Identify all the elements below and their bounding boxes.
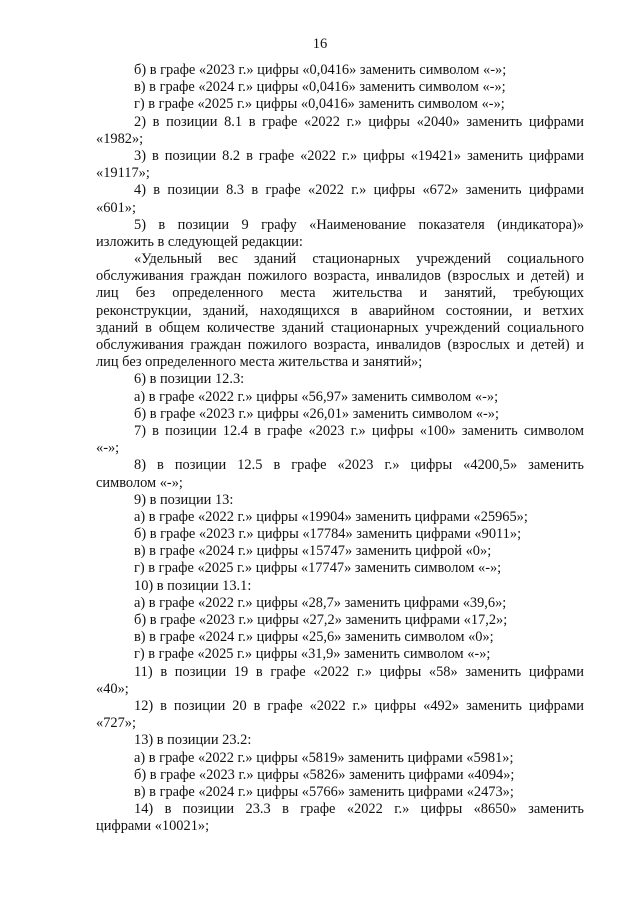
text-line: б) в графе «2023 г.» цифры «27,2» заменить цифрами «17,2»;	[134, 612, 508, 628]
text-line: 8) в позиции 12.5 в графе «2023 г.» цифры «4200,5» заменить	[134, 457, 584, 474]
text-line: в) в графе «2024 г.» цифры «25,6» заменить символом «0»;	[134, 629, 494, 646]
text-line: лиц без определенного места жительства и занятий»;	[96, 354, 423, 371]
text-line: 12) в позиции 20 в графе «2022 г.» цифры «492» заменить цифрами	[134, 697, 584, 714]
text-line: «-»;	[96, 440, 120, 457]
document-body	[96, 62, 584, 835]
text-line: г) в графе «2025 г.» цифры «31,9» заменить символом «-»;	[134, 646, 491, 663]
text-line: «1982»;	[96, 130, 144, 147]
text-line: а) в графе «2022 г.» цифры «56,97» заменить символом «-»;	[134, 388, 499, 405]
text-line: 14) в позиции 23.3 в графе «2022 г.» цифры «8650» заменить	[134, 801, 584, 818]
text-line: обслуживания граждан пожилого возраста, инвалидов (взрослых и детей) и	[96, 268, 584, 285]
text-line: зданий в общем количестве зданий стационарных учреждений социального	[96, 319, 584, 336]
text-line: 11) в позиции 19 в графе «2022 г.» цифры «58» заменить цифрами	[134, 663, 584, 680]
text-line: «40»;	[96, 680, 129, 697]
text-line: а) в графе «2022 г.» цифры «28,7» заменить цифрами «39,6»;	[134, 594, 507, 611]
text-line: 4) в позиции 8.3 в графе «2022 г.» цифры «672» заменить цифрами	[134, 182, 584, 199]
text-line: б) в графе «2023 г.» цифры «0,0416» заменить символом «-»;	[134, 62, 507, 78]
text-line: лиц без определенного места жительства и занятий, требующих	[96, 285, 584, 302]
text-line: обслуживания граждан пожилого возраста, инвалидов (взрослых и детей) и	[96, 337, 584, 353]
text-line: б) в графе «2023 г.» цифры «17784» заменить цифрами «9011»;	[134, 526, 522, 543]
text-line: 5) в позиции 9 графу «Наименование показателя (индикатора)»	[134, 216, 584, 233]
text-line: «601»;	[96, 199, 136, 216]
text-line: б) в графе «2023 г.» цифры «5826» заменить цифрами «4094»;	[134, 766, 515, 783]
text-line: 9) в позиции 13:	[134, 491, 234, 508]
text-line: а) в графе «2022 г.» цифры «5819» заменить цифрами «5981»;	[134, 749, 514, 766]
text-line: г) в графе «2025 г.» цифры «17747» заменить символом «-»;	[134, 560, 502, 577]
text-line: 10) в позиции 13.1:	[134, 577, 252, 594]
text-line: г) в графе «2025 г.» цифры «0,0416» заменить символом «-»;	[134, 96, 505, 113]
text-line: «Удельный вес зданий стационарных учреждений социального	[134, 251, 584, 268]
text-line: 6) в позиции 12.3:	[134, 371, 245, 388]
text-line: 3) в позиции 8.2 в графе «2022 г.» цифры «19421» заменить цифрами	[134, 147, 584, 164]
text-line: «727»;	[96, 715, 136, 732]
text-line: в) в графе «2024 г.» цифры «15747» заменить цифрой «0»;	[134, 543, 492, 560]
text-line: б) в графе «2023 г.» цифры «26,01» заменить символом «-»;	[134, 405, 499, 422]
text-line: реконструкции, зданий, находящихся в аварийном состоянии, и ветхих	[96, 302, 584, 319]
text-line: в) в графе «2024 г.» цифры «0,0416» заменить символом «-»;	[134, 79, 506, 96]
text-line: цифрами «10021»;	[96, 818, 210, 835]
text-line: «19117»;	[96, 165, 150, 182]
text-line: 2) в позиции 8.1 в графе «2022 г.» цифры «2040» заменить цифрами	[134, 113, 584, 130]
page-number: 16	[312, 36, 328, 52]
text-line: в) в графе «2024 г.» цифры «5766» заменить цифрами «2473»;	[134, 783, 514, 800]
text-line: символом «-»;	[96, 474, 183, 491]
text-line: 13) в позиции 23.2:	[134, 732, 252, 749]
text-line: а) в графе «2022 г.» цифры «19904» заменить цифрами «25965»;	[134, 508, 528, 525]
text-line: 7) в позиции 12.4 в графе «2023 г.» цифры «100» заменить символом	[134, 422, 584, 439]
text-line: изложить в следующей редакции:	[96, 233, 303, 250]
